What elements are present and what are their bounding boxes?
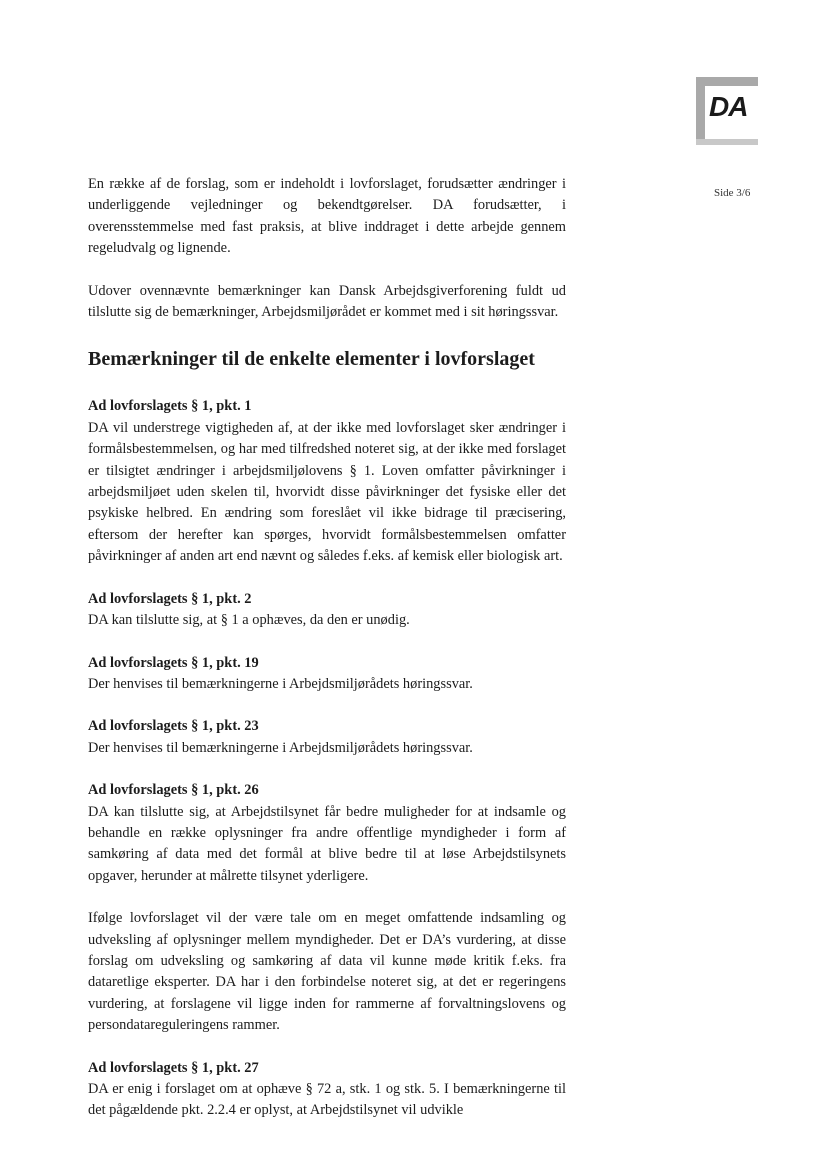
section-pkt-2: [88, 589, 566, 632]
section-paragraph: Der henvises til bemærkningerne i Arbejdsmiljørådets høringssvar.: [88, 675, 473, 692]
section-paragraph: DA kan tilslutte sig, at § 1 a ophæves, da den er unødig.: [88, 612, 410, 629]
logo-frame-left: [696, 77, 705, 145]
section-paragraph: DA kan tilslutte sig, at Arbejdstilsynet får bedre muligheder for at indsamle og behandle en række oplysninger fra andre offentlige myndigheder i form af samkøring af data med det formål at blive bedre til at løse Arbejdstilsynets opgaver, herunder at målrette tilsynet yderligere.: [88, 803, 566, 884]
section-paragraph: DA er enig i forslaget om at ophæve § 72 a, stk. 1 og stk. 5. I bemærkningerne til det pågældende pkt. 2.2.4 er oplyst, at Arbejdstilsynet vil udvikle: [88, 1081, 566, 1119]
logo-frame-bottom: [696, 139, 758, 145]
document-body: [88, 174, 566, 1122]
section-title: Ad lovforslagets § 1, pkt. 23: [88, 718, 259, 735]
section-pkt-1: [88, 396, 566, 567]
section-paragraph: Der henvises til bemærkningerne i Arbejdsmiljørådets høringssvar.: [88, 739, 473, 756]
section-heading: Bemærkninger til de enkelte elementer i lovforslaget: [88, 348, 535, 371]
section-title: Ad lovforslagets § 1, pkt. 1: [88, 398, 252, 415]
logo-frame-top: [696, 77, 758, 86]
section-paragraph: DA vil understrege vigtigheden af, at der ikke med lovforslaget sker ændringer i formålsbestemmelsen, og har med tilfredshed noteret sig, at der ikke med forslaget er tilsigtet ændringer i arbejdsmiljølovens § 1. Loven omfatter påvirkninger i arbejdsmiljøet uden skelen til, hvorvidt disse påvirkninger det fysiske eller det psykiske helbred. En ændring som foreslået vil ikke bidrage til præcisering, eftersom der herefter kan spørges, hvorvidt formålsbestemmelsen omfatter påvirkninger af anden art end nævnt og således f.eks. af kemisk eller biologisk art.: [88, 419, 566, 565]
section-title: Ad lovforslagets § 1, pkt. 19: [88, 654, 259, 671]
section-pkt-27: [88, 1058, 566, 1122]
da-logo: [696, 77, 758, 145]
section-paragraph: Ifølge lovforslaget vil der være tale om en meget omfattende indsamling og udveksling af oplysninger mellem myndigheder. Det er DA’s vurdering, at disse forslag om udveksling og samkøring af data vil kunne møde kritik f.eks. fra dataretlige eksperter. DA har i den forbindelse noteret sig, at det er regeringens vurdering, at forslagene vil ligge inden for rammerne af forvaltningslovens og persondatareguleringens rammer.: [88, 910, 566, 1034]
section-pkt-26: [88, 780, 566, 1036]
section-pkt-19: [88, 653, 566, 696]
section-title: Ad lovforslagets § 1, pkt. 27: [88, 1059, 259, 1076]
intro-paragraph-2: Udover ovennævnte bemærkninger kan Dansk Arbejdsgiverforening fuldt ud tilslutte sig de bemærkninger, Arbejdsmiljørådet er kommet med i sit høringssvar.: [88, 282, 566, 321]
section-title: Ad lovforslagets § 1, pkt. 26: [88, 782, 259, 799]
section-title: Ad lovforslagets § 1, pkt. 2: [88, 590, 252, 607]
logo-text: DA: [709, 91, 748, 122]
page-number: Side 3/6: [714, 187, 751, 199]
intro-paragraph-1: En række af de forslag, som er indeholdt i lovforslaget, forudsætter ændringer i underliggende vejledninger og bekendtgørelser. DA forudsætter, i overensstemmelse med fast praksis, at blive inddraget i dette arbejde gennem regeludvalg og lignende.: [88, 176, 566, 257]
section-pkt-23: [88, 716, 566, 759]
